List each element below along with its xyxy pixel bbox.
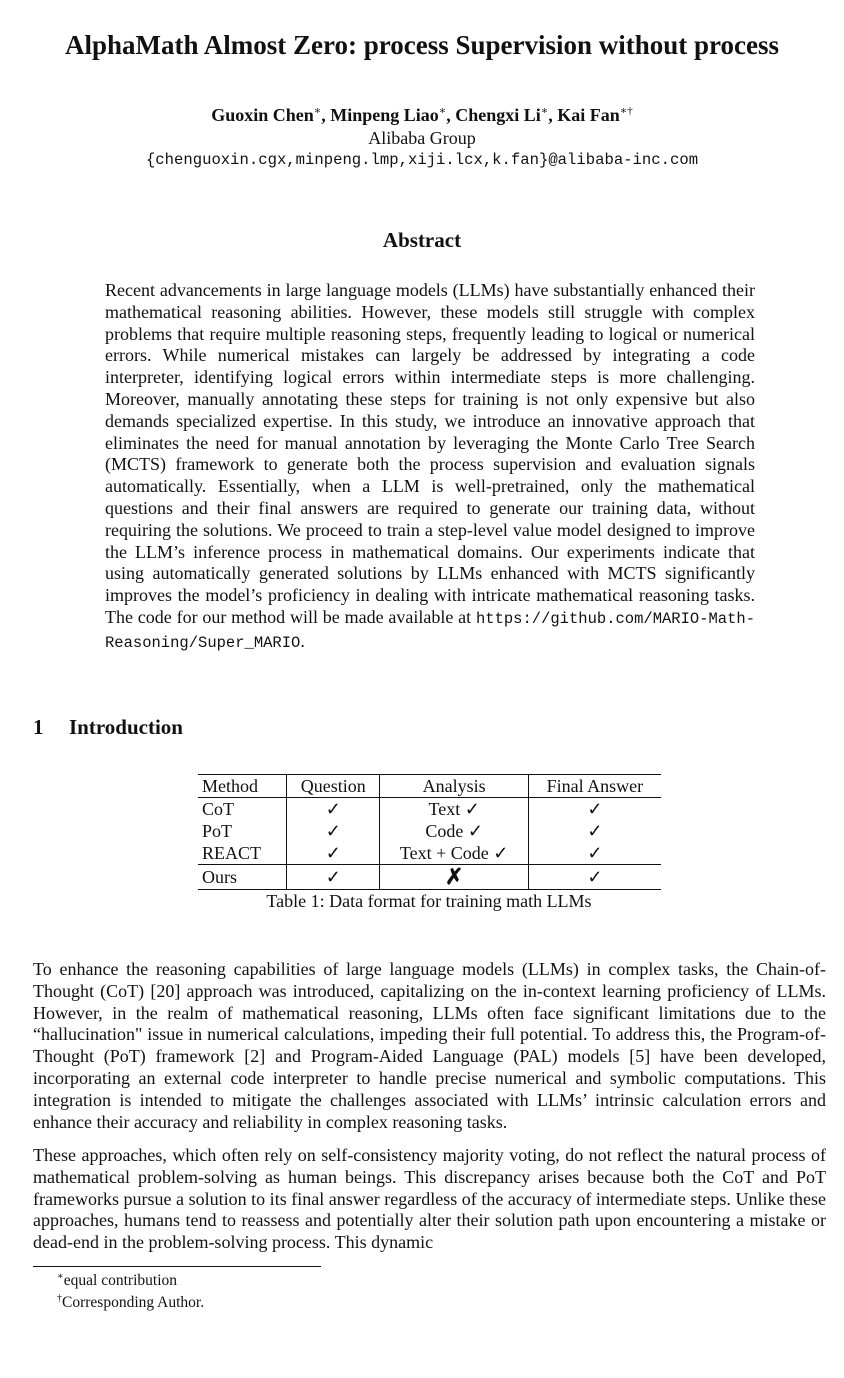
table-cell: ✓ <box>587 843 603 863</box>
abstract-heading: Abstract <box>382 228 462 252</box>
table-cell <box>380 865 528 890</box>
author-name: Kai Fan <box>557 105 620 125</box>
footnote-divider <box>33 1266 321 1267</box>
author-name: Minpeng Liao <box>330 105 439 125</box>
table-row <box>198 820 661 842</box>
table-header-cell: Question <box>287 775 380 798</box>
table-cell: Text ✓ <box>380 798 528 821</box>
table-cell: ✓ <box>528 865 661 890</box>
table-cell: ✓ <box>287 865 380 890</box>
footnote-mark: ∗ <box>57 1271 64 1282</box>
body-paragraph-1: To enhance the reasoning capabilities of large language models (LLMs) in complex tasks, the Chain-of-Thought (CoT) [20] approach was introduced, capitalizing on the in-context learning proficiency of LLMs. However, in the realm of mathematical reasoning, LLMs often face significant limitations due to the “hallucination" issue in numerical calculations, impeding their full potential. To address this, the Program-of-Thought (PoT) framework [2] and Program-Aided Language (PAL) models [5] have been developed, incorporating an external code interpreter to handle precise numerical and symbolic computations. This integration is intended to mitigate the challenges associated with LLMs’ intrinsic calculation errors and enhance their accuracy and reliability in complex reasoning tasks. <box>33 959 826 1132</box>
table-header-row <box>198 775 661 798</box>
table-cell: Ours <box>198 865 287 890</box>
footnote-text: Corresponding Author. <box>62 1294 205 1312</box>
table-row <box>198 798 661 821</box>
body-paragraph-2: These approaches, which often rely on self-consistency majority voting, do not reflect the natural process of mathematical problem-solving as human beings. This discrepancy arises because both the CoT and PoT frameworks pursue a solution to its final answer regardless of the accuracy of intermediate steps. Unlike these approaches, humans tend to reassess and potentially alter their solution path upon encountering a mistake or dead-end in the problem-solving process. This dynamic <box>33 1145 826 1253</box>
paper-title: AlphaMath Almost Zero: process Supervision without process <box>64 30 780 60</box>
table-header-cell: Method <box>198 775 287 798</box>
footnote-text: equal contribution <box>63 1272 178 1290</box>
author-mark: ∗† <box>619 105 633 117</box>
table-cell: Text + Code ✓ <box>380 842 528 865</box>
table-cell: CoT <box>198 798 287 821</box>
footnote-mark: † <box>57 1293 62 1304</box>
table-cell: ✓ <box>587 821 603 841</box>
abstract-end-period: . <box>300 630 305 651</box>
section-heading <box>33 715 183 740</box>
cross-mark-icon: ✗ <box>444 864 464 889</box>
affiliation: Alibaba Group <box>368 128 476 148</box>
table-cell: ✓ <box>587 799 603 819</box>
table-cell: REACT <box>198 842 287 865</box>
table-row-ours <box>198 865 661 890</box>
author-mark: ∗ <box>540 105 549 117</box>
author-mark: ∗ <box>438 105 447 117</box>
table-cell: ✓ <box>287 798 380 821</box>
table-cell: ✓ <box>287 820 380 842</box>
footnote-2 <box>57 1293 204 1312</box>
data-format-table <box>198 774 661 890</box>
author-name: Chengxi Li <box>455 105 541 125</box>
author-mark: ∗ <box>313 105 322 117</box>
table-caption: Table 1: Data format for training math LLMs <box>266 891 592 911</box>
author-emails: {chenguoxin.cgx,minpeng.lmp,xiji.lcx,k.fan}@alibaba-inc.com <box>145 151 699 169</box>
code-url-link[interactable]: https://github.com/MARIO-Math-Reasoning/Super_MARIO <box>105 609 756 652</box>
abstract-text: Recent advancements in large language models (LLMs) have substantially enhanced their mathematical reasoning abilities. However, these models still struggle with complex problems that require multiple reasoning steps, frequently leading to logical or numerical errors. While numerical mistakes can largely be addressed by integrating a code interpreter, identifying logical errors within intermediate steps is more challenging. Moreover, manually annotating these steps for training is not only expensive but also demands specialized expertise. In this study, we introduce an innovative approach that eliminates the need for manual annotation by leveraging the Monte Carlo Tree Search (MCTS) framework to generate both the process supervision and evaluation signals automatically. Essentially, when a LLM is well-pretrained, only the mathematical questions and their final answers are required to generate our training data, without requiring the solutions. We proceed to train a step-level value model designed to improve the LLM’s inference process in mathematical domains. Our experiments indicate that using automatically generated solutions by LLMs enhanced with MCTS significantly improves the model’s proficiency in dealing with intricate mathematical reasoning tasks. The code for our method will be made available at <box>105 280 755 627</box>
footnote-1 <box>57 1271 177 1290</box>
table-row <box>198 842 661 865</box>
section-title: Introduction <box>69 715 183 739</box>
author-name: Guoxin Chen <box>211 105 314 125</box>
table-cell: Code ✓ <box>380 820 528 842</box>
table-cell: ✓ <box>287 842 380 865</box>
abstract-body <box>105 280 755 655</box>
table-header-cell: Analysis <box>380 775 528 798</box>
table-header-cell: Final Answer <box>528 775 661 798</box>
section-number: 1 <box>33 715 44 739</box>
author-list: Guoxin Chen∗, Minpeng Liao∗, Chengxi Li∗, Kai Fan∗† <box>211 105 633 125</box>
table-cell: PoT <box>198 820 287 842</box>
